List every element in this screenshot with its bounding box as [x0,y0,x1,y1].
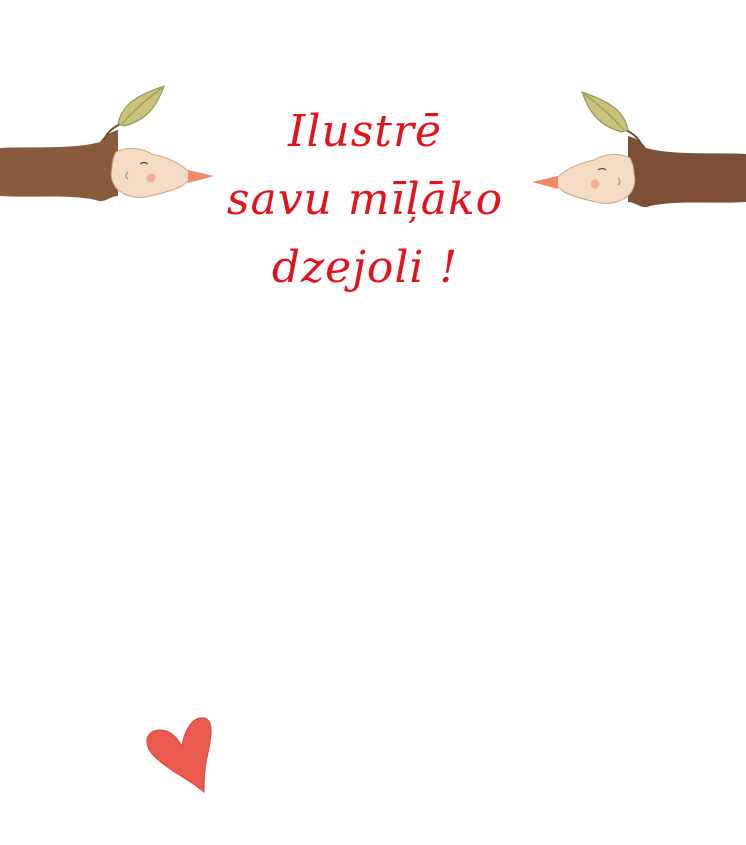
right-pencil-cheek-icon [591,180,600,189]
title-line-1: Ilustrē [287,106,443,157]
poster-title [205,98,525,302]
left-pencil-face [111,148,194,197]
right-pencil-tip [532,176,558,189]
right-pencil-body [628,136,746,207]
left-pencil-cheek-icon [147,174,156,183]
left-pencil-body [0,130,118,201]
heart-icon [147,718,211,792]
right-pencil-character [532,92,746,207]
title-line-2: savu mīļāko [226,174,504,225]
right-pencil-face [552,154,635,203]
title-line-3: dzejoli ! [271,242,459,293]
left-pencil-character [0,86,214,201]
